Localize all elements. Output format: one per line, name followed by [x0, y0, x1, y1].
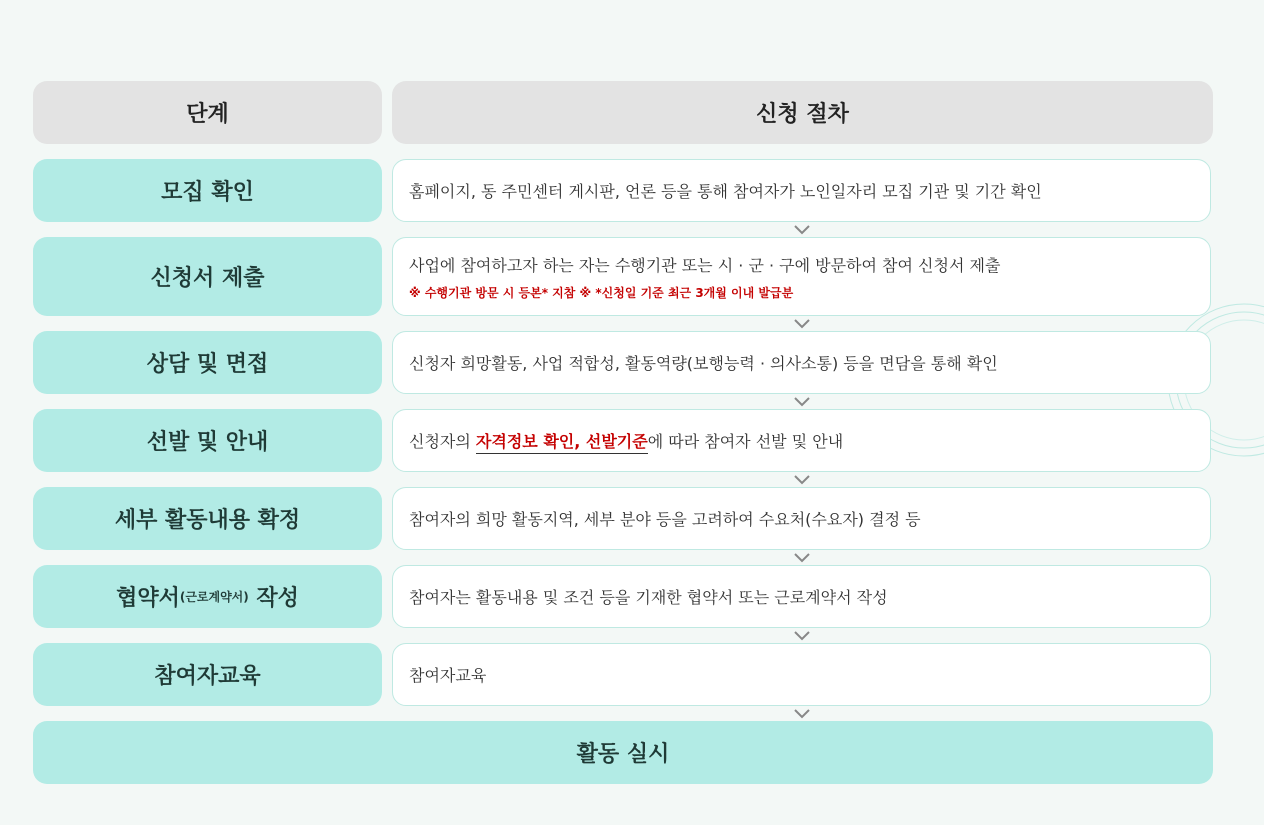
description-text: 참여자의 희망 활동지역, 세부 분야 등을 고려하여 수요처(수요자) 결정 등: [409, 510, 921, 529]
step-description: [392, 159, 1211, 222]
table-header: [33, 81, 1213, 144]
step-label: 세부 활동내용 확정: [33, 487, 382, 550]
step-description: [392, 237, 1211, 316]
description-text: 신청자 희망활동, 사업 적합성, 활동역량(보행능력 · 의사소통) 등을 면담을 통해 확인: [409, 354, 998, 373]
procedure-row: [33, 237, 1213, 316]
step-label: 모집 확인: [33, 159, 382, 222]
procedure-table: [33, 81, 1213, 784]
highlighted-criteria: 자격정보 확인, 선발기준: [476, 432, 648, 454]
final-step: 활동 실시: [33, 721, 1213, 784]
step-description: [392, 487, 1211, 550]
step-description: [392, 565, 1211, 628]
description-note: ※ 수행기관 방문 시 등본* 지참 ※ *신청일 기준 최근 3개월 이내 발급분: [409, 285, 794, 300]
description-text: 참여자는 활동내용 및 조건 등을 기재한 협약서 또는 근로계약서 작성: [409, 588, 888, 607]
chevron-down-icon: [793, 552, 811, 564]
step-label: 참여자교육: [33, 643, 382, 706]
step-label-small: (근로계약서): [179, 590, 249, 604]
chevron-down-icon: [793, 318, 811, 330]
chevron-down-icon: [793, 474, 811, 486]
description-text-after: 에 따라 참여자 선발 및 안내: [647, 432, 844, 451]
description-text: 사업에 참여하고자 하는 자는 수행기관 또는 시 · 군 · 구에 방문하여 참여 신청서 제출: [409, 255, 1001, 275]
step-description: [392, 409, 1211, 472]
chevron-down-icon: [793, 630, 811, 642]
procedure-row: [33, 159, 1213, 222]
procedure-column-header: 신청 절차: [392, 81, 1213, 144]
procedure-row: [33, 643, 1213, 706]
step-description: [392, 643, 1211, 706]
chevron-down-icon: [793, 708, 811, 720]
step-label: 신청서 제출: [33, 237, 382, 316]
step-label: 선발 및 안내: [33, 409, 382, 472]
step-label: [33, 565, 382, 628]
step-label-end: 작성: [248, 586, 299, 611]
step-label: 상담 및 면접: [33, 331, 382, 394]
chevron-down-icon: [793, 396, 811, 408]
description-text: 참여자교육: [409, 666, 487, 685]
step-label-main: 협약서: [116, 586, 180, 611]
procedure-row: [33, 409, 1213, 472]
procedure-row: [33, 331, 1213, 394]
step-column-header: 단계: [33, 81, 382, 144]
description-text: [409, 429, 1210, 452]
procedure-row: [33, 565, 1213, 628]
step-description: [392, 331, 1211, 394]
description-text: 홈페이지, 동 주민센터 게시판, 언론 등을 통해 참여자가 노인일자리 모집 기관 및 기간 확인: [409, 182, 1042, 201]
chevron-down-icon: [793, 224, 811, 236]
procedure-row: [33, 487, 1213, 550]
description-text-before: 신청자의: [409, 432, 476, 451]
